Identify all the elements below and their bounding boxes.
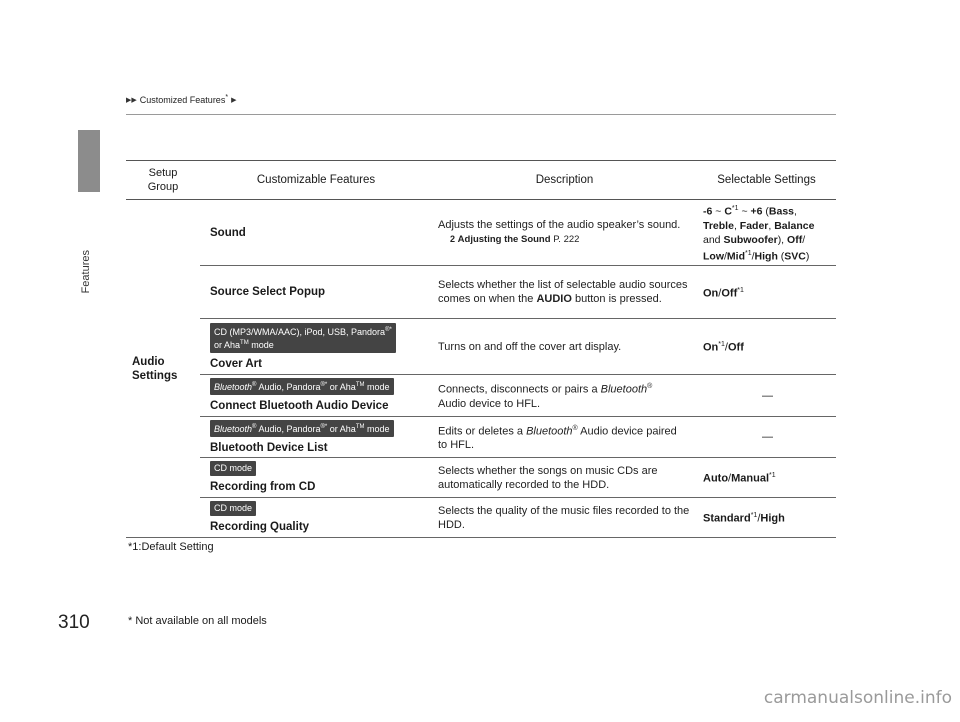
settings-recording-quality: Standard$^{*1}$/High bbox=[697, 498, 836, 538]
settings-table bbox=[126, 160, 836, 538]
feature-source-select-popup: Source Select Popup bbox=[200, 266, 432, 319]
description-recording-from-cd: Selects whether the songs on music CDs are automatically recorded to the HDD. bbox=[432, 458, 697, 498]
header-rule bbox=[126, 114, 836, 115]
feature-cell bbox=[200, 375, 432, 417]
feature-cell bbox=[200, 458, 432, 498]
feature-cover-art: Cover Art bbox=[210, 357, 262, 370]
description-bluetooth-device-list: Edits or deletes a Bluetooth® Audio device paired to HFL. bbox=[432, 417, 697, 458]
mode-badge: CD mode bbox=[210, 501, 256, 516]
header-description: Description bbox=[432, 161, 697, 200]
xref-page: P. 222 bbox=[553, 234, 580, 245]
feature-connect-bluetooth: Connect Bluetooth Audio Device bbox=[210, 400, 389, 412]
mode-badge: CD mode bbox=[210, 461, 256, 476]
section-tab bbox=[78, 130, 100, 192]
xref-arrow-icon: 2 bbox=[450, 234, 456, 244]
availability-note: * Not available on all models bbox=[128, 615, 267, 627]
mode-badge: CD (MP3/WMA/AAC), iPod, USB, Pandora®* or Aha™ mode bbox=[210, 323, 396, 353]
table-row bbox=[126, 319, 836, 375]
settings-recording-from-cd: Auto/Manual$^{*1}$ bbox=[697, 458, 836, 498]
description-connect-bluetooth: Connects, disconnects or pairs a Bluetooth® Audio device to HFL. bbox=[432, 375, 697, 417]
feature-cell bbox=[200, 498, 432, 538]
table-row bbox=[126, 417, 836, 458]
table-row bbox=[126, 498, 836, 538]
breadcrumb-end-arrow-icon: ▶ bbox=[231, 96, 237, 104]
table-header-row bbox=[126, 161, 836, 200]
table-row bbox=[126, 200, 836, 266]
section-label: Features bbox=[80, 250, 92, 294]
feature-sound: Sound bbox=[200, 200, 432, 266]
page-number: 310 bbox=[58, 612, 90, 633]
feature-recording-from-cd: Recording from CD bbox=[210, 481, 316, 493]
header-customizable-features: Customizable Features bbox=[200, 161, 432, 200]
header-selectable-settings: Selectable Settings bbox=[697, 161, 836, 200]
setup-group-cell bbox=[126, 200, 200, 538]
description-recording-quality: Selects the quality of the music files recorded to the HDD. bbox=[432, 498, 697, 538]
breadcrumb bbox=[126, 94, 236, 105]
description-cell bbox=[432, 200, 697, 266]
xref-title: Adjusting the Sound bbox=[457, 234, 551, 245]
table-row bbox=[126, 266, 836, 319]
settings-connect-bluetooth: — bbox=[697, 375, 836, 417]
default-setting-footnote: *1:Default Setting bbox=[128, 541, 214, 553]
watermark-logo: carmanualsonline.info bbox=[763, 688, 952, 708]
breadcrumb-title: Customized Features* bbox=[139, 94, 229, 105]
table-row bbox=[126, 458, 836, 498]
description-text: Adjusts the settings of the audio speaker’s sound. bbox=[438, 219, 681, 231]
feature-bluetooth-device-list: Bluetooth Device List bbox=[210, 441, 328, 454]
mode-badge: Bluetooth® Audio, Pandora®* or Aha™ mode bbox=[210, 378, 394, 395]
description-cover-art: Turns on and off the cover art display. bbox=[432, 319, 697, 375]
mode-badge: Bluetooth® Audio, Pandora®* or Aha™ mode bbox=[210, 420, 394, 437]
feature-recording-quality: Recording Quality bbox=[210, 521, 310, 533]
header-setup-group: Setup Group bbox=[126, 161, 200, 200]
settings-sound: -6 ~ $C^{*1}$ ~ +6 (Bass, Treble, Fader, Balance and Subwoofer), Off/ Low/Mid$^{*1}$/High (SVC) bbox=[697, 200, 836, 266]
feature-cell bbox=[200, 417, 432, 458]
cross-reference[interactable] bbox=[438, 232, 693, 247]
feature-cell bbox=[200, 319, 432, 375]
breadcrumb-arrows-icon: ▶▶ bbox=[126, 96, 137, 104]
table-row bbox=[126, 375, 836, 417]
settings-bluetooth-device-list: — bbox=[697, 417, 836, 458]
description-cell: Selects whether the list of selectable audio sources comes on when the AUDIO button is pressed. bbox=[432, 266, 697, 319]
settings-source-select-popup: On/Off$^{*1}$ bbox=[697, 266, 836, 319]
setup-group-label: Audio Settings bbox=[132, 355, 178, 382]
settings-cover-art: On$^{*1}$/Off bbox=[697, 319, 836, 375]
